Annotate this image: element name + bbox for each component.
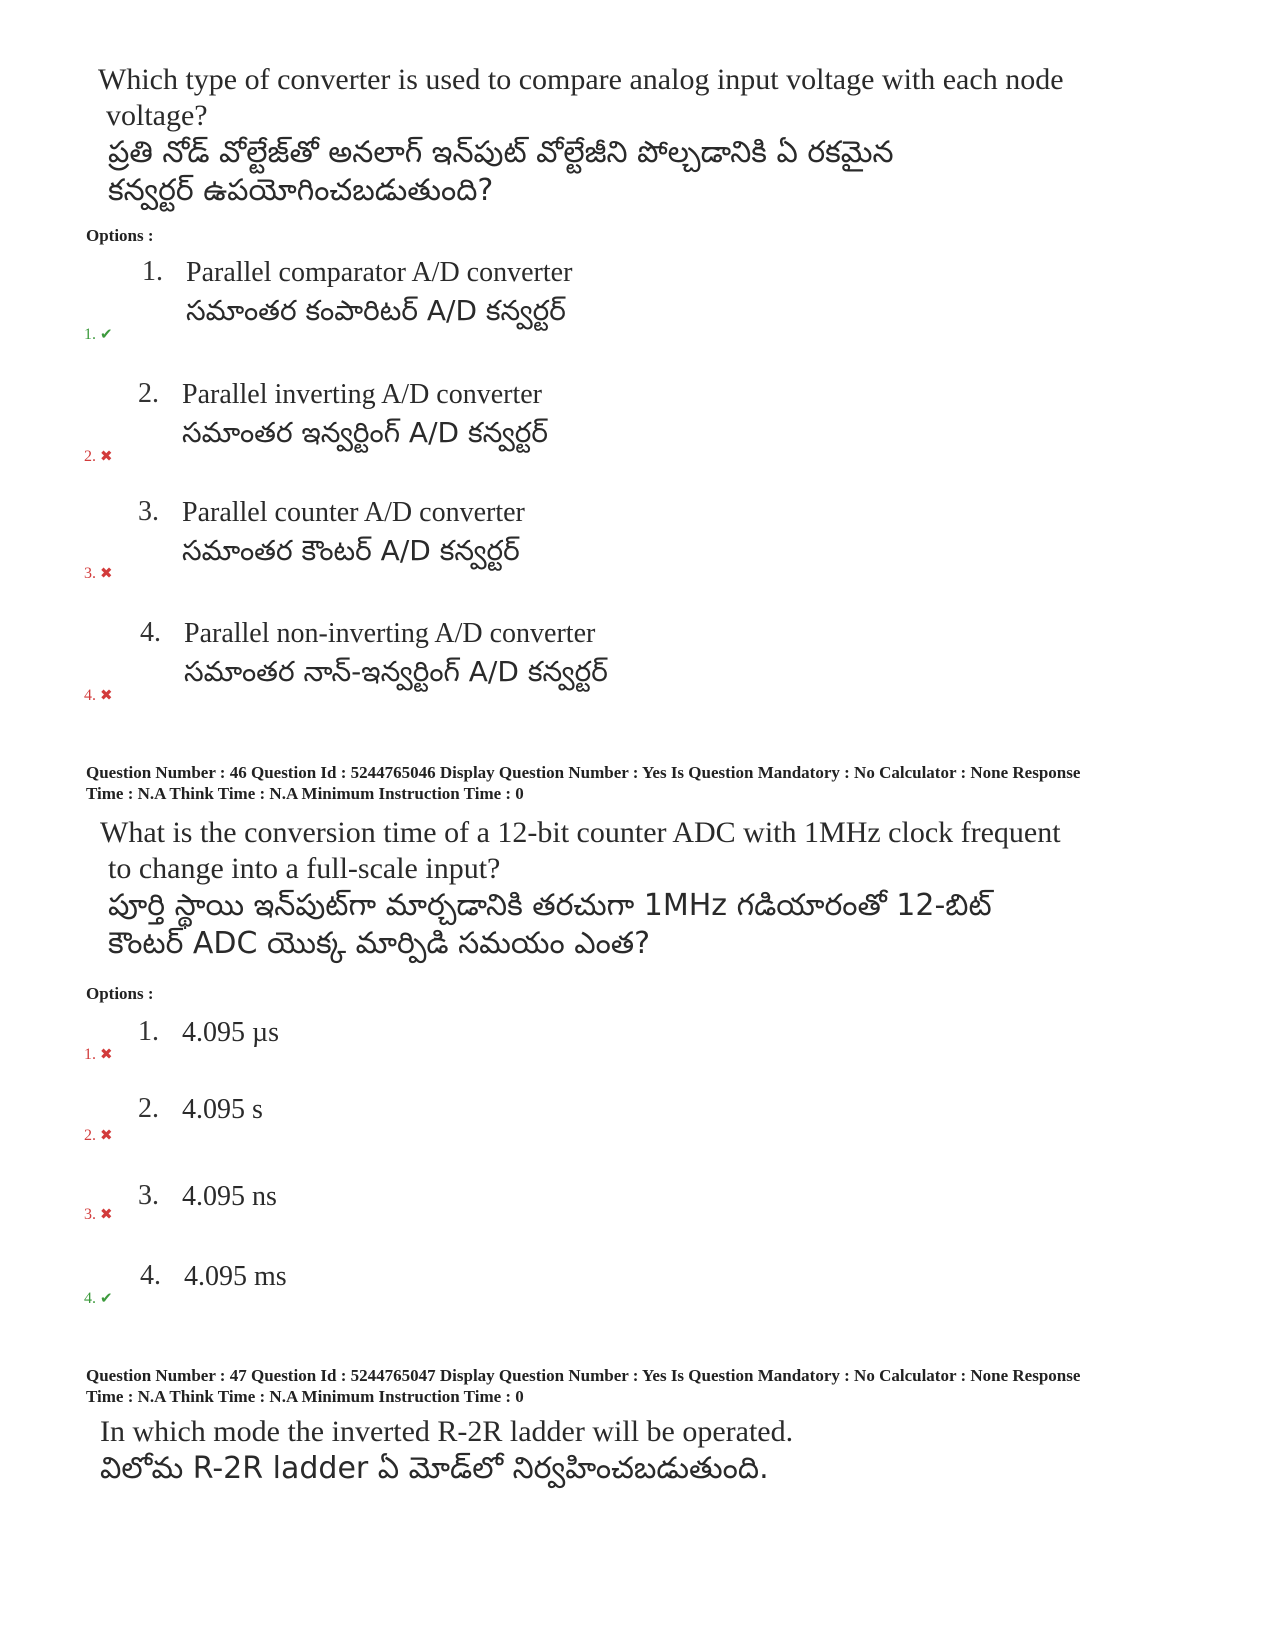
q45-option-3-marker [84, 563, 113, 583]
q47-meta [86, 1365, 1196, 1407]
q45-option-1 [142, 256, 573, 327]
q45-question-en-1: Which type of converter is used to compare analog input voltage with each node [98, 63, 1064, 96]
q46-option-2-value: 4.095 s [182, 1094, 263, 1125]
q45-option-4-en: Parallel non-inverting A/D converter [184, 618, 596, 649]
q46-option-3 [138, 1180, 277, 1212]
q46-question-en-2: to change into a full-scale input? [108, 852, 501, 885]
q47-question-en-1: In which mode the inverted R-2R ladder will be operated. [100, 1415, 794, 1448]
q46-meta-line-1: Question Number : 46 Question Id : 5244765046 Display Question Number : Yes Is Question Mandatory : No Calculator : None Response [86, 763, 1081, 782]
q45-option-4-marker [84, 685, 113, 705]
q45-option-3-marker-index: 3. [84, 565, 96, 582]
cross-icon: ✖ [100, 1126, 113, 1144]
q46-option-1 [138, 1016, 280, 1048]
q45-option-4-marker-index: 4. [84, 687, 96, 704]
cross-icon: ✖ [100, 1205, 113, 1223]
q45-options-label: Options : [86, 226, 154, 245]
q45-option-2 [138, 378, 548, 449]
q45-option-4 [140, 617, 608, 688]
q46-option-4-number: 4. [140, 1260, 161, 1291]
q45-option-3-number: 3. [138, 496, 159, 527]
cross-icon: ✖ [100, 1045, 113, 1063]
q46-option-3-number: 3. [138, 1180, 159, 1211]
q46-option-3-value: 4.095 ns [182, 1181, 277, 1212]
q46-option-4-value: 4.095 ms [184, 1261, 287, 1292]
q45-option-1-number: 1. [142, 256, 163, 287]
q47-meta-line-1: Question Number : 47 Question Id : 5244765047 Display Question Number : Yes Is Question Mandatory : No Calculator : None Response [86, 1366, 1081, 1385]
cross-icon: ✖ [100, 686, 113, 704]
q46-option-4-marker-index: 4. [84, 1290, 96, 1307]
q45-question-te-1: ప్రతి నోడ్ వోల్టేజ్‌తో అనలాగ్ ఇన్‌పుట్ వోల్టేజీని పోల్చడానికి ఏ రకమైన [108, 135, 894, 170]
q46-option-4 [140, 1260, 287, 1292]
q46-meta-line-2: Time : N.A Think Time : N.A Minimum Instruction Time : 0 [86, 784, 524, 803]
q45-option-1-te: సమాంతర కంపారిటర్ A/D కన్వర్టర్ [186, 294, 566, 327]
q46-option-1-number: 1. [138, 1016, 159, 1047]
q45-option-4-number: 4. [140, 617, 161, 648]
q46-question-te-2: కౌంటర్ ADC యొక్క మార్పిడి సమయం ఎంత? [108, 926, 651, 961]
q45-option-2-number: 2. [138, 378, 159, 409]
q47-question [100, 1414, 793, 1488]
q46-option-4-marker [84, 1288, 113, 1308]
q46-option-3-marker-index: 3. [84, 1206, 96, 1223]
q45-option-1-en: Parallel comparator A/D converter [186, 257, 573, 288]
q45-question-en-2: voltage? [106, 99, 208, 132]
q47-question-te-1: విలోమ R-2R ladder ఏ మోడ్‌లో నిర్వహించబడుతుంది. [100, 1451, 769, 1486]
q46-option-2-marker [84, 1125, 113, 1145]
q45-option-2-te: సమాంతర ఇన్వర్టింగ్ A/D కన్వర్టర్ [182, 416, 548, 449]
q46-option-1-value: 4.095 µs [182, 1017, 280, 1048]
q45-option-4-te: సమాంతర నాన్-ఇన్వర్టింగ్ A/D కన్వర్టర్ [184, 655, 608, 688]
q45-option-2-en: Parallel inverting A/D converter [182, 379, 542, 410]
q45-option-2-marker-index: 2. [84, 448, 96, 465]
q47-meta-line-2: Time : N.A Think Time : N.A Minimum Instruction Time : 0 [86, 1387, 524, 1406]
check-icon: ✔ [100, 1289, 113, 1307]
q45-option-1-marker [84, 324, 113, 344]
q46-option-2 [138, 1093, 263, 1125]
q45-option-1-marker-index: 1. [84, 326, 96, 343]
q45-question [98, 62, 1064, 210]
cross-icon: ✖ [100, 447, 113, 465]
q45-option-2-marker [84, 446, 113, 466]
q45-option-3-te: సమాంతర కౌంటర్ A/D కన్వర్టర్ [182, 534, 520, 567]
q46-meta [86, 762, 1196, 804]
q45-option-3 [138, 496, 525, 567]
check-icon: ✔ [100, 325, 113, 343]
q46-option-1-marker [84, 1044, 113, 1064]
q46-options-label: Options : [86, 984, 154, 1003]
q46-option-2-marker-index: 2. [84, 1127, 96, 1144]
q46-option-1-marker-index: 1. [84, 1046, 96, 1063]
q46-question-te-1: పూర్తి స్థాయి ఇన్‌పుట్‌గా మార్చడానికి తరచుగా 1MHz గడియారంతో 12-బిట్ [108, 888, 992, 923]
q45-option-3-en: Parallel counter A/D converter [182, 497, 525, 528]
q46-option-2-number: 2. [138, 1093, 159, 1124]
q46-question-en-1: What is the conversion time of a 12-bit counter ADC with 1MHz clock frequent [100, 816, 1061, 849]
q46-option-3-marker [84, 1204, 113, 1224]
q46-question [100, 815, 1061, 963]
cross-icon: ✖ [100, 564, 113, 582]
q45-question-te-2: కన్వర్టర్ ఉపయోగించబడుతుంది? [108, 173, 494, 208]
